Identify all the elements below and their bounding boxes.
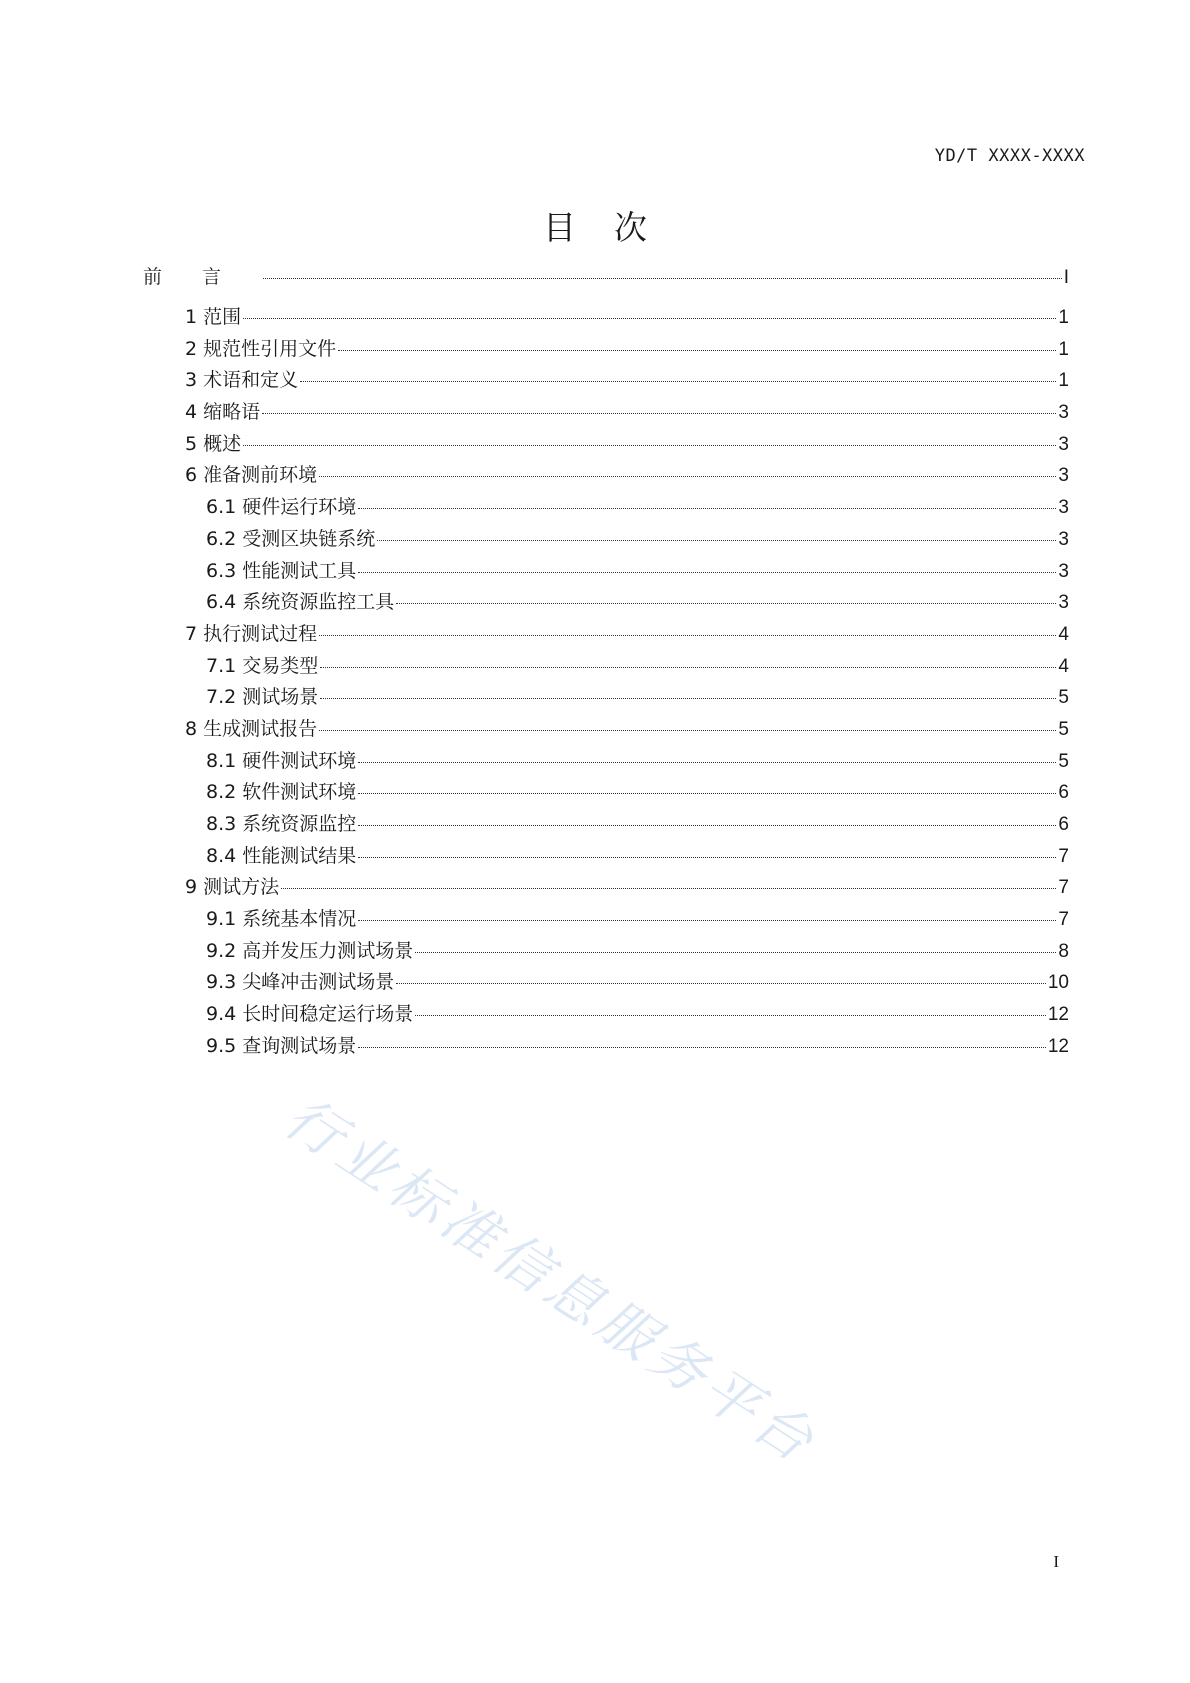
toc-entry[interactable] <box>143 365 1069 397</box>
toc-entry-page: 12 <box>1047 1035 1069 1057</box>
toc-dot-leader <box>320 667 1056 668</box>
toc-entry[interactable] <box>143 524 1069 556</box>
toc-entry-label: 6 准备测前环境 <box>185 464 318 487</box>
toc-entry-page: 3 <box>1058 465 1069 487</box>
toc-dot-leader <box>415 952 1056 953</box>
toc-entry-label: 9.3 尖峰冲击测试场景 <box>206 971 395 994</box>
toc-entry-page: 1 <box>1058 370 1069 392</box>
toc-dot-leader <box>396 983 1046 984</box>
toc-entry-label: 6.4 系统资源监控工具 <box>206 591 395 614</box>
toc-entry-label: 5 概述 <box>185 432 242 455</box>
toc-entry-page: 12 <box>1047 1004 1069 1026</box>
toc-dot-leader <box>319 476 1056 477</box>
document-code: YD/T XXXX-XXXX <box>934 146 1085 166</box>
toc-entry-label: 8.3 系统资源监控 <box>206 813 357 835</box>
toc-entry-page: 4 <box>1058 623 1069 645</box>
toc-entry[interactable] <box>143 936 1069 968</box>
toc-entry-label: 6.3 性能测试工具 <box>206 559 357 582</box>
toc-entry-page: 3 <box>1058 433 1069 455</box>
toc-entry[interactable] <box>143 872 1069 904</box>
toc-entry[interactable] <box>143 746 1069 778</box>
toc-dot-leader <box>358 762 1056 763</box>
toc-dot-leader <box>377 540 1056 541</box>
toc-entry-page: 7 <box>1058 909 1069 931</box>
toc-entry[interactable] <box>143 809 1069 841</box>
toc-entry-label: 9.5 查询测试场景 <box>206 1034 357 1057</box>
toc-entry-label: 前言 <box>143 266 262 288</box>
toc-entry-page: 3 <box>1058 402 1069 424</box>
toc-dot-leader <box>320 698 1056 699</box>
toc-entry[interactable] <box>143 651 1069 683</box>
toc-entry-page: 6 <box>1058 782 1069 804</box>
toc-entry[interactable] <box>143 334 1069 366</box>
watermark: 行业标准信息服务平台 <box>273 1085 829 1478</box>
toc-dot-leader <box>358 920 1056 921</box>
toc-dot-leader <box>358 508 1056 509</box>
toc-entry-page: 5 <box>1058 718 1069 740</box>
toc-entry-page: I <box>1063 267 1069 288</box>
toc-entry-page: 1 <box>1058 338 1069 360</box>
toc-entry[interactable] <box>143 492 1069 524</box>
toc-entry-page: 5 <box>1058 750 1069 772</box>
toc-entry[interactable] <box>143 556 1069 588</box>
toc-dot-leader <box>281 888 1056 889</box>
toc-dot-leader <box>243 445 1056 446</box>
toc-entry-page: 6 <box>1058 814 1069 835</box>
toc-entry-label: 3 术语和定义 <box>185 369 299 392</box>
toc-entry-label: 1 范围 <box>185 306 242 328</box>
toc-entry-label: 7.2 测试场景 <box>206 686 319 709</box>
toc-entry[interactable] <box>143 904 1069 936</box>
toc-entry[interactable] <box>143 262 1069 302</box>
toc-entry-label: 9 测试方法 <box>185 876 280 899</box>
toc-entry[interactable] <box>143 619 1069 651</box>
toc-entry-page: 4 <box>1058 655 1069 677</box>
toc-entry-page: 1 <box>1058 307 1069 328</box>
toc-entry-page: 10 <box>1047 972 1069 994</box>
toc-entry-label: 4 缩略语 <box>185 401 261 424</box>
toc-entry-page: 8 <box>1058 940 1069 962</box>
toc-entry-page: 3 <box>1058 528 1069 550</box>
page-number: I <box>1053 1552 1059 1571</box>
toc-entry-label: 9.4 长时间稳定运行场景 <box>206 1003 414 1026</box>
toc-entry-label: 8.1 硬件测试环境 <box>206 749 357 772</box>
toc-entry-label: 7.1 交易类型 <box>206 654 319 677</box>
toc-entry-label: 8.4 性能测试结果 <box>206 844 357 867</box>
toc-entry[interactable] <box>143 967 1069 999</box>
toc-entry-label: 6.2 受测区块链系统 <box>206 527 376 550</box>
toc-dot-leader <box>243 318 1056 319</box>
toc-entry-page: 7 <box>1058 845 1069 867</box>
toc-entry-label: 7 执行测试过程 <box>185 622 318 645</box>
toc-entry[interactable] <box>143 302 1069 334</box>
toc-entry[interactable] <box>143 460 1069 492</box>
toc-dot-leader <box>262 413 1056 414</box>
toc-entry-label: 2 规范性引用文件 <box>185 337 337 360</box>
toc-entry[interactable] <box>143 999 1069 1031</box>
toc-dot-leader <box>396 603 1056 604</box>
toc-entry[interactable] <box>143 841 1069 873</box>
toc-entry-page: 3 <box>1058 592 1069 614</box>
toc-entry-label: 8 生成测试报告 <box>185 717 318 740</box>
toc-entry-page: 3 <box>1058 497 1069 519</box>
toc-entry-page: 3 <box>1058 560 1069 582</box>
toc-entry[interactable] <box>143 1031 1069 1063</box>
toc-dot-leader <box>338 350 1056 351</box>
toc-dot-leader <box>358 572 1056 573</box>
toc-list <box>143 262 1069 1063</box>
toc-entry-label: 8.2 软件测试环境 <box>206 781 357 804</box>
toc-entry[interactable] <box>143 429 1069 461</box>
toc-entry-page: 5 <box>1058 687 1069 709</box>
toc-dot-leader <box>415 1015 1046 1016</box>
toc-dot-leader <box>300 381 1056 382</box>
toc-dot-leader <box>358 1047 1046 1048</box>
toc-dot-leader <box>319 730 1056 731</box>
toc-entry[interactable] <box>143 777 1069 809</box>
toc-entry-label: 9.1 系统基本情况 <box>206 908 357 931</box>
toc-entry[interactable] <box>143 682 1069 714</box>
toc-entry-label: 6.1 硬件运行环境 <box>206 496 357 519</box>
toc-entry[interactable] <box>143 714 1069 746</box>
toc-entry-page: 7 <box>1058 877 1069 899</box>
toc-title: 目次 <box>543 208 685 247</box>
toc-dot-leader <box>358 857 1056 858</box>
toc-dot-leader <box>319 635 1056 636</box>
toc-entry[interactable] <box>143 587 1069 619</box>
toc-dot-leader <box>263 278 1062 279</box>
toc-entry-label: 9.2 高并发压力测试场景 <box>206 939 414 962</box>
toc-dot-leader <box>358 793 1056 794</box>
toc-dot-leader <box>358 825 1056 826</box>
toc-entry[interactable] <box>143 397 1069 429</box>
